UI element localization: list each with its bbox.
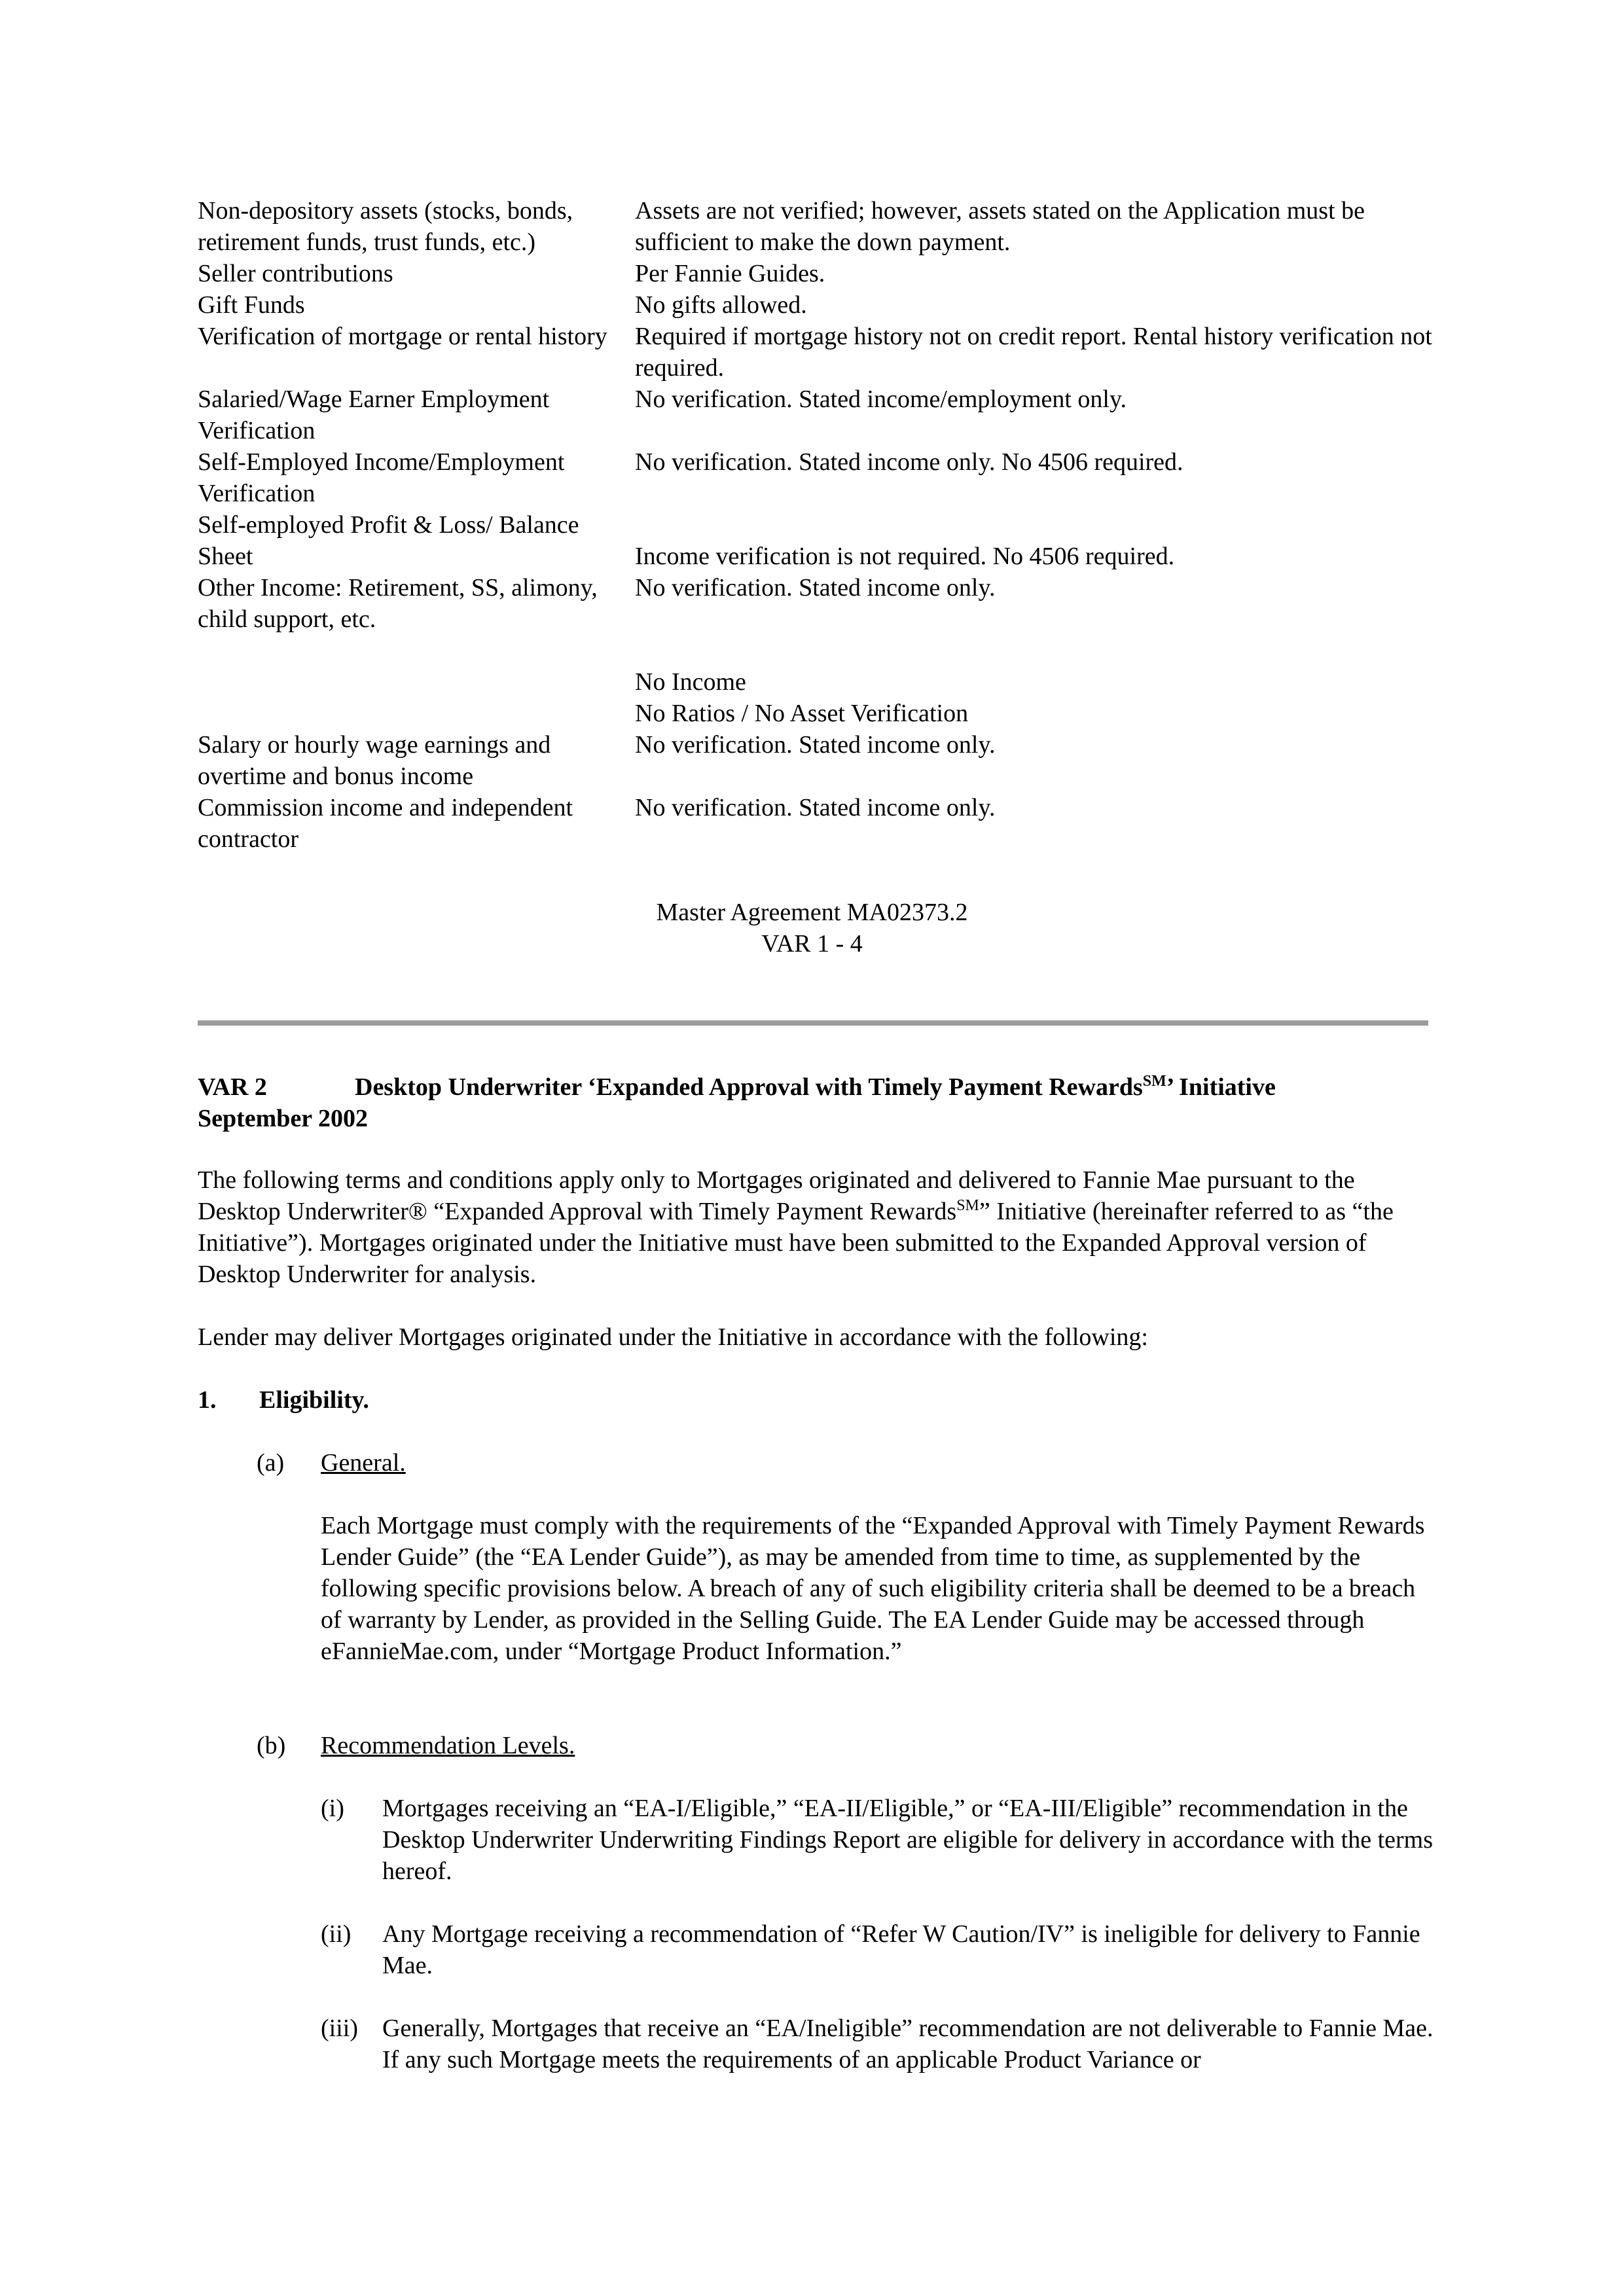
requirement-text: Per Fannie Guides. [635,260,825,287]
var-number: VAR 2 [198,1073,267,1101]
requirement-text: No verification. Stated income only. No 4506 required. [635,448,1183,476]
section-title: Desktop Underwriter ‘Expanded Approval with Timely Payment Rewards℠’ Initiative [355,1073,1276,1101]
section-heading [198,1071,1441,1134]
requirement-text: Income verification is not required. No 4506 required. [635,543,1175,570]
requirement-text: No verification. Stated income only. [635,731,996,759]
requirement-value [635,635,1441,666]
page-number: VAR 1 - 4 [761,930,863,958]
requirement-value [635,195,1441,258]
agreement-number: Master Agreement MA02373.2 [656,899,968,926]
table-row [198,321,1441,384]
requirement-label: Verification of mortgage or rental history [198,323,607,350]
requirement-text: No Ratios / No Asset Verification [635,700,969,727]
requirement-text: No verification. Stated income/employment only. [635,386,1127,413]
table-row [198,384,1441,446]
requirement-label: Commission income and independent contractor [198,794,573,853]
table-row [198,289,1441,321]
eligibility-heading: 1. Eligibility. [198,1386,369,1414]
requirement-text: No gifts allowed. [635,291,807,319]
requirement-label: Salary or hourly wage earnings and overtime and bonus income [198,731,551,790]
requirement-value [635,572,1441,635]
intro-paragraph: The following terms and conditions apply only to Mortgages originated and delivered to Fannie Mae pursuant to the Desktop Underwriter® “Expanded Approval with Timely Payment Rewards℠” Initiative (hereinafter referred to as “the Initiative”). Mortgages originated under the Initiative must have been submitted to the Expanded Approval version of Desktop Underwriter for analysis. [198,1166,1394,1288]
requirement-text: Required if mortgage history not on credit report. Rental history verification not required. [635,323,1432,382]
requirement-label: Gift Funds [198,291,305,319]
requirement-label: Salaried/Wage Earner Employment Verification [198,386,550,444]
requirement-text: No verification. Stated income only. [635,574,996,601]
list-item: (ii) Any Mortgage receiving a recommendation of “Refer W Caution/IV” is ineligible for delivery to Fannie Mae. [321,1920,1420,1979]
subsection-general: (a) General. [257,1449,406,1477]
requirement-value [635,666,1441,729]
requirement-text [635,509,1441,541]
requirement-value [635,509,1441,572]
table-row [198,729,1441,792]
section-date: September 2002 [198,1105,368,1132]
table-row [198,666,1441,729]
requirement-text: No Income [635,668,746,696]
table-row [198,572,1441,635]
section-divider [198,1020,1428,1026]
requirement-label: Non-depository assets (stocks, bonds, retirement funds, trust funds, etc.) [198,197,573,256]
requirement-value [635,729,1441,792]
table-row [198,195,1441,258]
table-row [198,258,1441,289]
general-paragraph: Each Mortgage must comply with the requirements of the “Expanded Approval with Timely Payment Rewards Lender Guide” (the “EA Lender Guide”), as may be amended from time to time, as supplemented by the following specific provisions below. A breach of any of such eligibility criteria shall be deemed to be a breach of warranty by Lender, as provided in the Selling Guide. The EA Lender Guide may be accessed through eFannieMae.com, under “Mortgage Product Information.” [321,1512,1425,1665]
requirement-value [635,258,1441,289]
table-row [198,509,1441,572]
list-item: (i) Mortgages receiving an “EA-I/Eligible,” “EA-II/Eligible,” or “EA-III/Eligible” recommendation in the Desktop Underwriter Underwriting Findings Report are eligible for delivery in accordance with the terms hereof. [321,1795,1434,1885]
intro-paragraph-2: Lender may deliver Mortgages originated under the Initiative in accordance with the following: [198,1323,1148,1351]
requirement-label: Self-Employed Income/Employment Verification [198,448,565,507]
requirement-text: No verification. Stated income only. [635,794,996,821]
requirement-value [635,384,1441,446]
subsection-recommendation-levels: (b) Recommendation Levels. [257,1732,575,1759]
requirement-label [198,635,635,666]
requirement-value [635,289,1441,321]
list-item: (iii) Generally, Mortgages that receive an “EA/Ineligible” recommendation are not deliverable to Fannie Mae. If any such Mortgage meets the requirements of an applicable Product Variance or [321,2015,1434,2073]
table-row [198,792,1441,855]
requirement-value [635,321,1441,384]
requirement-label: Seller contributions [198,260,393,287]
requirement-label [198,666,635,729]
table-row [198,635,1441,666]
requirement-label: Self-employed Profit & Loss/ Balance Sheet [198,511,579,570]
requirement-text: Assets are not verified; however, assets stated on the Application must be sufficient to make the down payment. [635,197,1365,256]
requirement-value [635,446,1441,509]
table-row [198,446,1441,509]
requirement-label: Other Income: Retirement, SS, alimony, child support, etc. [198,574,598,633]
page-footer [0,897,1624,960]
requirement-value [635,792,1441,855]
requirements-table [198,195,1441,855]
